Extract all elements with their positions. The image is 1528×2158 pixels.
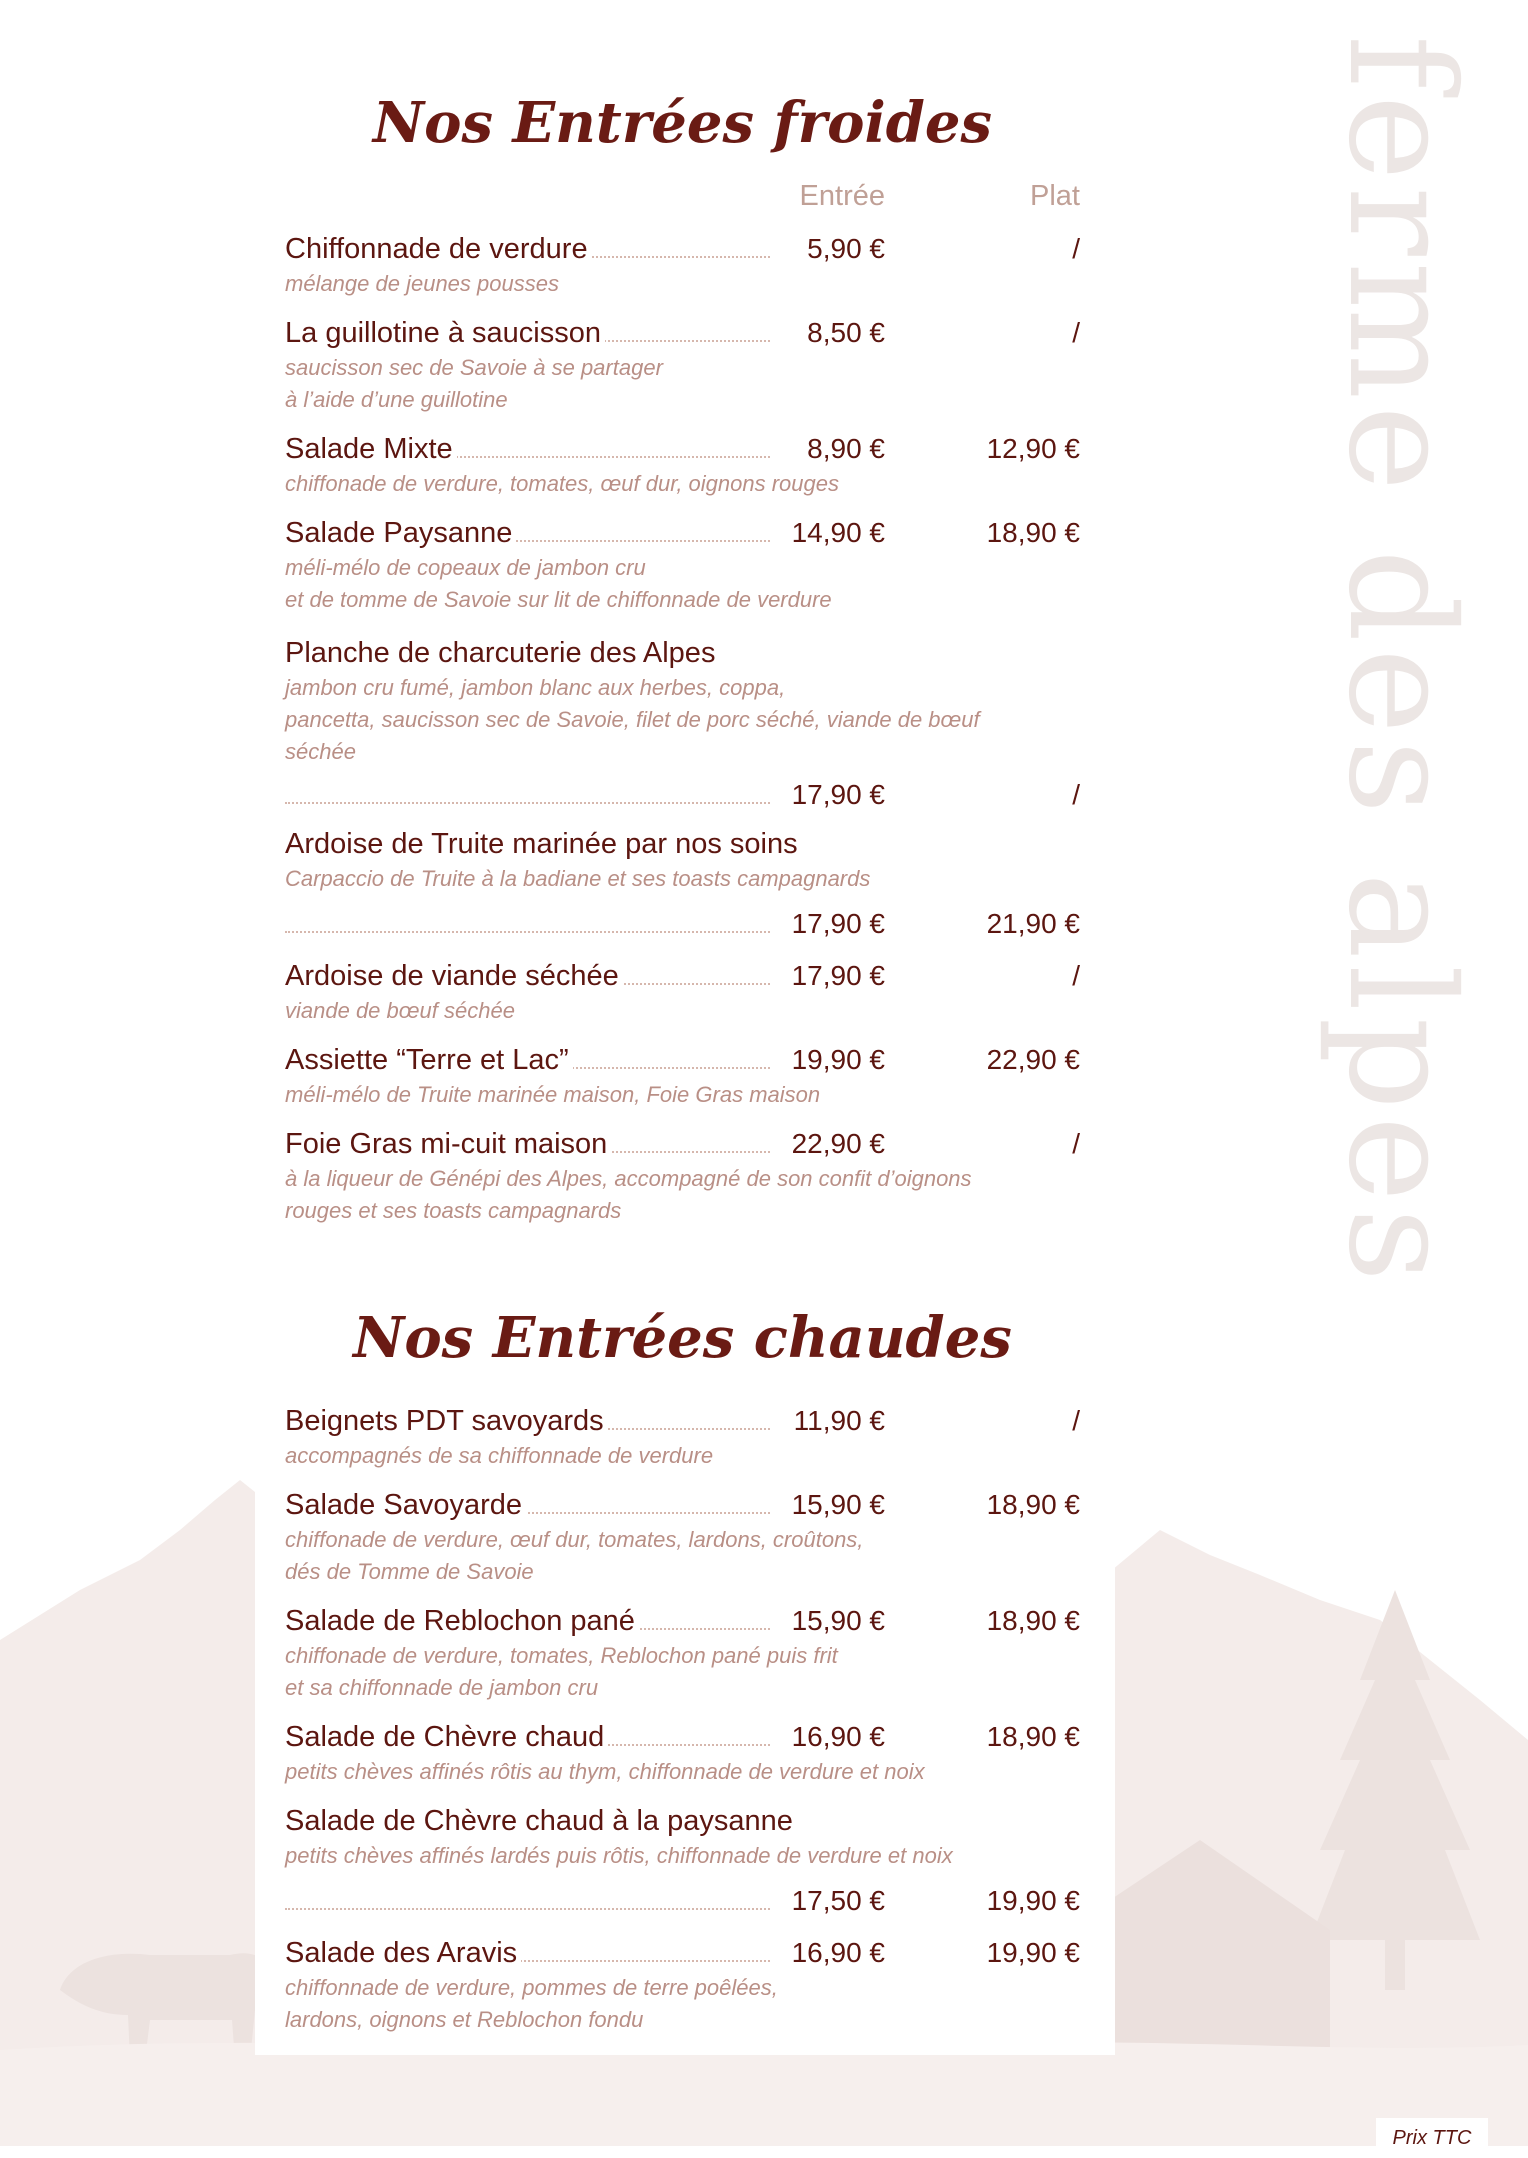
item-description-line: et de tomme de Savoie sur lit de chiffonnade de verdure xyxy=(285,587,832,612)
item-description-line: chiffonade de verdure, œuf dur, tomates, lardons, croûtons, xyxy=(285,1527,864,1552)
item-price-entree: 14,90 € xyxy=(775,514,885,552)
item-price-entree: 16,90 € xyxy=(775,1718,885,1756)
item-price-entree: 8,90 € xyxy=(775,430,885,468)
item-price-plat: 21,90 € xyxy=(986,908,1080,939)
item-price-plat: 18,90 € xyxy=(986,517,1080,548)
item-price-plat: / xyxy=(1072,1128,1080,1159)
item-name: La guillotine à saucisson xyxy=(285,314,605,352)
col-plat-header: Plat xyxy=(1030,180,1080,212)
menu-item xyxy=(285,957,1080,1027)
item-price-plat: / xyxy=(1072,779,1080,810)
item-price-entree: 8,50 € xyxy=(775,314,885,352)
item-name: Foie Gras mi-cuit maison xyxy=(285,1125,611,1163)
item-description-line: et sa chiffonnade de jambon cru xyxy=(285,1675,599,1700)
item-name: Ardoise de viande séchée xyxy=(285,957,623,995)
item-price-plat: 19,90 € xyxy=(986,1937,1080,1968)
item-name: Salade de Reblochon pané xyxy=(285,1602,639,1640)
item-price-entree: 17,90 € xyxy=(775,776,885,814)
menu-item xyxy=(285,825,1080,943)
item-description-line: méli-mélo de copeaux de jambon cru xyxy=(285,555,646,580)
item-price-plat: / xyxy=(1072,317,1080,348)
item-description-line: petits chèves affinés rôtis au thym, chiffonnade de verdure et noix xyxy=(285,1759,925,1784)
item-description xyxy=(285,1440,1045,1472)
menu-item xyxy=(285,1718,1080,1788)
menu-panel xyxy=(255,60,1115,2055)
menu-item xyxy=(285,514,1080,616)
item-name: Salade de Chèvre chaud à la paysanne xyxy=(285,1802,797,1840)
item-price-plat: 18,90 € xyxy=(986,1489,1080,1520)
item-description-line: chiffonnade de verdure, pommes de terre poêlées, xyxy=(285,1975,778,2000)
item-description xyxy=(285,672,1045,768)
item-description xyxy=(285,268,1045,300)
item-description-line: séchée xyxy=(285,739,356,764)
col-entree-header: Entrée xyxy=(799,180,885,212)
item-description xyxy=(285,1972,1045,2036)
item-price-entree: 15,90 € xyxy=(775,1486,885,1524)
item-description xyxy=(285,1756,1045,1788)
item-name: Salade Paysanne xyxy=(285,514,516,552)
item-description-line: chiffonade de verdure, tomates, œuf dur, oignons rouges xyxy=(285,471,839,496)
item-description-line: méli-mélo de Truite marinée maison, Foie Gras maison xyxy=(285,1082,821,1107)
item-name: Assiette “Terre et Lac” xyxy=(285,1041,573,1079)
item-price-entree: 22,90 € xyxy=(775,1125,885,1163)
item-price-plat: 22,90 € xyxy=(986,1044,1080,1075)
item-description-line: viande de bœuf séchée xyxy=(285,998,515,1023)
menu-item xyxy=(285,1802,1080,1920)
item-description-line: à l’aide d’une guillotine xyxy=(285,387,508,412)
item-description-line: chiffonade de verdure, tomates, Reblochon pané puis frit xyxy=(285,1643,838,1668)
item-description-line: à la liqueur de Génépi des Alpes, accompagné de son confit d’oignons xyxy=(285,1166,972,1191)
item-price-entree: 17,90 € xyxy=(775,905,885,943)
item-price-plat: 12,90 € xyxy=(986,433,1080,464)
item-name: Planche de charcuterie des Alpes xyxy=(285,634,719,672)
item-description-line: rouges et ses toasts campagnards xyxy=(285,1198,622,1223)
item-name: Ardoise de Truite marinée par nos soins xyxy=(285,825,802,863)
menu-item xyxy=(285,430,1080,500)
item-price-entree: 17,50 € xyxy=(775,1882,885,1920)
item-price-plat: 18,90 € xyxy=(986,1605,1080,1636)
ground-strip xyxy=(0,2042,1528,2146)
item-description-line: accompagnés de sa chiffonnade de verdure xyxy=(285,1443,714,1468)
item-name: Chiffonnade de verdure xyxy=(285,230,592,268)
menu-item xyxy=(285,1486,1080,1588)
item-price-plat: 18,90 € xyxy=(986,1721,1080,1752)
hot-section xyxy=(285,1305,1080,1371)
cold-section-title: Nos Entrées froides xyxy=(372,90,993,156)
item-price-entree: 5,90 € xyxy=(775,230,885,268)
item-name: Salade Mixte xyxy=(285,430,457,468)
item-price-entree: 15,90 € xyxy=(775,1602,885,1640)
item-description xyxy=(285,1640,1045,1704)
item-description xyxy=(285,995,1045,1027)
item-description-line: dés de Tomme de Savoie xyxy=(285,1559,534,1584)
item-price-plat: / xyxy=(1072,1405,1080,1436)
item-description-line: jambon cru fumé, jambon blanc aux herbes, coppa, xyxy=(285,675,786,700)
item-description xyxy=(285,1163,1045,1227)
item-description-line: Carpaccio de Truite à la badiane et ses toasts campagnards xyxy=(285,866,871,891)
item-description xyxy=(285,1079,1045,1111)
item-price-plat: 19,90 € xyxy=(986,1885,1080,1916)
cold-section xyxy=(285,90,1080,156)
item-name: Salade des Aravis xyxy=(285,1934,521,1972)
menu-item xyxy=(285,1041,1080,1111)
hot-section-title: Nos Entrées chaudes xyxy=(353,1305,1012,1371)
item-description-line: mélange de jeunes pousses xyxy=(285,271,559,296)
item-price-entree: 19,90 € xyxy=(775,1041,885,1079)
item-price-entree: 11,90 € xyxy=(775,1402,885,1440)
item-description-line: saucisson sec de Savoie à se partager xyxy=(285,355,663,380)
price-note: Prix TTC xyxy=(1376,2118,1488,2158)
item-description xyxy=(285,1840,1045,1872)
item-description-line: pancetta, saucisson sec de Savoie, filet de porc séché, viande de bœuf xyxy=(285,707,980,732)
item-description xyxy=(285,863,1045,895)
item-description-line: lardons, oignons et Reblochon fondu xyxy=(285,2007,644,2032)
menu-item xyxy=(285,1602,1080,1704)
item-price-entree: 17,90 € xyxy=(775,957,885,995)
item-description xyxy=(285,468,1045,500)
item-price-entree: 16,90 € xyxy=(775,1934,885,1972)
brand-watermark: ferme des alpes xyxy=(1316,35,1485,1289)
item-name: Salade de Chèvre chaud xyxy=(285,1718,608,1756)
menu-item xyxy=(285,230,1080,300)
menu-item xyxy=(285,634,1080,814)
item-description xyxy=(285,352,1045,416)
item-name: Beignets PDT savoyards xyxy=(285,1402,608,1440)
item-description xyxy=(285,552,1045,616)
item-description-line: petits chèves affinés lardés puis rôtis, chiffonnade de verdure et noix xyxy=(285,1843,953,1868)
item-description xyxy=(285,1524,1045,1588)
menu-item xyxy=(285,1125,1080,1227)
menu-item xyxy=(285,1402,1080,1472)
menu-item xyxy=(285,1934,1080,2036)
menu-item xyxy=(285,314,1080,416)
item-price-plat: / xyxy=(1072,233,1080,264)
item-name: Salade Savoyarde xyxy=(285,1486,526,1524)
item-price-plat: / xyxy=(1072,960,1080,991)
